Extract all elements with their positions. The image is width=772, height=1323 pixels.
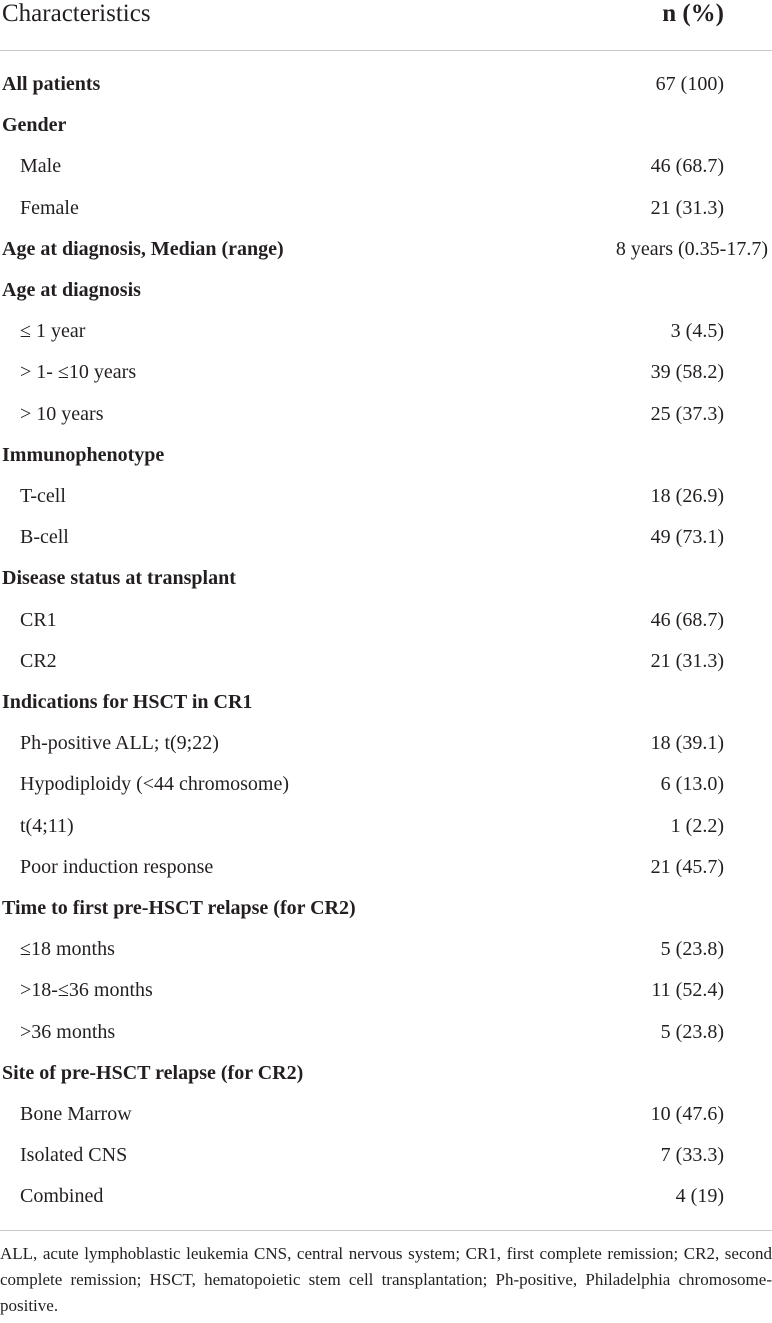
row-value: 10 (47.6) <box>650 1103 724 1125</box>
table-row <box>0 970 772 1011</box>
row-value: 25 (37.3) <box>650 402 724 425</box>
row-label: Disease status at transplant <box>2 567 236 590</box>
footer-divider <box>0 1230 772 1231</box>
row-value: 46 (68.7) <box>650 155 724 178</box>
table-header <box>0 0 772 51</box>
row-value: 8 years (0.35-17.7) <box>615 237 768 260</box>
row-label: Poor induction response <box>20 855 214 878</box>
table-footnote: ALL, acute lymphoblastic leukemia CNS, central nervous system; CR1, first complete remission; CR2, second complete remission; HSCT, hematopoietic stem cell transplantation; Ph-positive, Philadelphia chromosome-positive. <box>0 1244 772 1315</box>
table-row <box>0 929 772 970</box>
row-label: Immunophenotype <box>2 443 165 466</box>
section-row <box>0 558 772 599</box>
section-row <box>0 270 772 311</box>
row-value: 7 (33.3) <box>660 1144 724 1167</box>
table-row <box>0 806 772 847</box>
row-label: Hypodiploidy (<44 chromosome) <box>20 773 290 796</box>
table-row <box>0 352 772 393</box>
section-row <box>0 435 772 476</box>
table-row <box>0 641 772 682</box>
table-row <box>0 311 772 352</box>
row-value: 39 (58.2) <box>650 361 724 384</box>
row-label: Indications for HSCT in CR1 <box>2 691 253 713</box>
row-label: >36 months <box>20 1020 116 1043</box>
row-label: Combined <box>20 1185 104 1208</box>
row-label: All patients <box>2 73 101 95</box>
table-row <box>0 146 772 187</box>
table-row <box>0 1094 772 1135</box>
row-label: ≤ 1 year <box>20 320 86 343</box>
section-row <box>0 682 772 723</box>
row-value: 6 (13.0) <box>660 773 724 796</box>
row-value: 67 (100) <box>655 73 724 95</box>
table-row <box>0 517 772 558</box>
row-value: 18 (26.9) <box>650 485 724 507</box>
table-row <box>0 600 772 641</box>
row-label: T-cell <box>20 485 66 507</box>
row-value: 3 (4.5) <box>670 320 724 343</box>
row-label: Male <box>20 155 62 178</box>
row-label: Ph-positive ALL; t(9;22) <box>20 732 219 755</box>
row-label: > 10 years <box>20 402 104 425</box>
row-label: Female <box>20 196 79 219</box>
row-value: 46 (68.7) <box>650 608 724 631</box>
row-value: 1 (2.2) <box>670 814 724 837</box>
row-value: 5 (23.8) <box>660 1020 724 1043</box>
section-row <box>0 105 772 146</box>
table-row <box>0 847 772 888</box>
column-header-n-percent: n (%) <box>662 0 724 27</box>
row-label: B-cell <box>20 526 69 549</box>
row-value: 21 (45.7) <box>650 855 724 878</box>
row-value: 18 (39.1) <box>650 732 724 755</box>
row-label: CR1 <box>20 608 57 631</box>
section-row <box>0 229 772 270</box>
table-row <box>0 1135 772 1176</box>
table-row <box>0 476 772 517</box>
row-label: ≤18 months <box>20 938 115 961</box>
table-row <box>0 394 772 435</box>
table-row <box>0 188 772 229</box>
row-label: Bone Marrow <box>20 1103 132 1125</box>
row-label: Site of pre-HSCT relapse (for CR2) <box>2 1061 304 1084</box>
section-row <box>0 888 772 929</box>
row-value: 5 (23.8) <box>660 938 724 961</box>
row-value: 4 (19) <box>675 1185 724 1208</box>
section-row <box>0 64 772 105</box>
row-label: Age at diagnosis <box>2 279 141 301</box>
row-label: t(4;11) <box>20 814 74 837</box>
section-row <box>0 1053 772 1094</box>
row-value: 21 (31.3) <box>650 649 724 672</box>
row-label: >18-≤36 months <box>20 979 153 1002</box>
row-label: Isolated CNS <box>20 1144 128 1167</box>
row-value: 21 (31.3) <box>650 196 724 219</box>
table-row <box>0 1176 772 1217</box>
row-label: > 1- ≤10 years <box>20 361 137 384</box>
table-row <box>0 764 772 805</box>
row-value: 11 (52.4) <box>651 979 724 1002</box>
row-label: CR2 <box>20 649 57 672</box>
row-label: Time to first pre-HSCT relapse (for CR2) <box>2 897 356 919</box>
row-label: Age at diagnosis, Median (range) <box>2 237 284 260</box>
table-row <box>0 723 772 764</box>
row-value: 49 (73.1) <box>650 526 724 549</box>
table-row <box>0 1012 772 1053</box>
column-header-characteristics: Characteristics <box>2 0 151 27</box>
row-label: Gender <box>2 114 67 137</box>
